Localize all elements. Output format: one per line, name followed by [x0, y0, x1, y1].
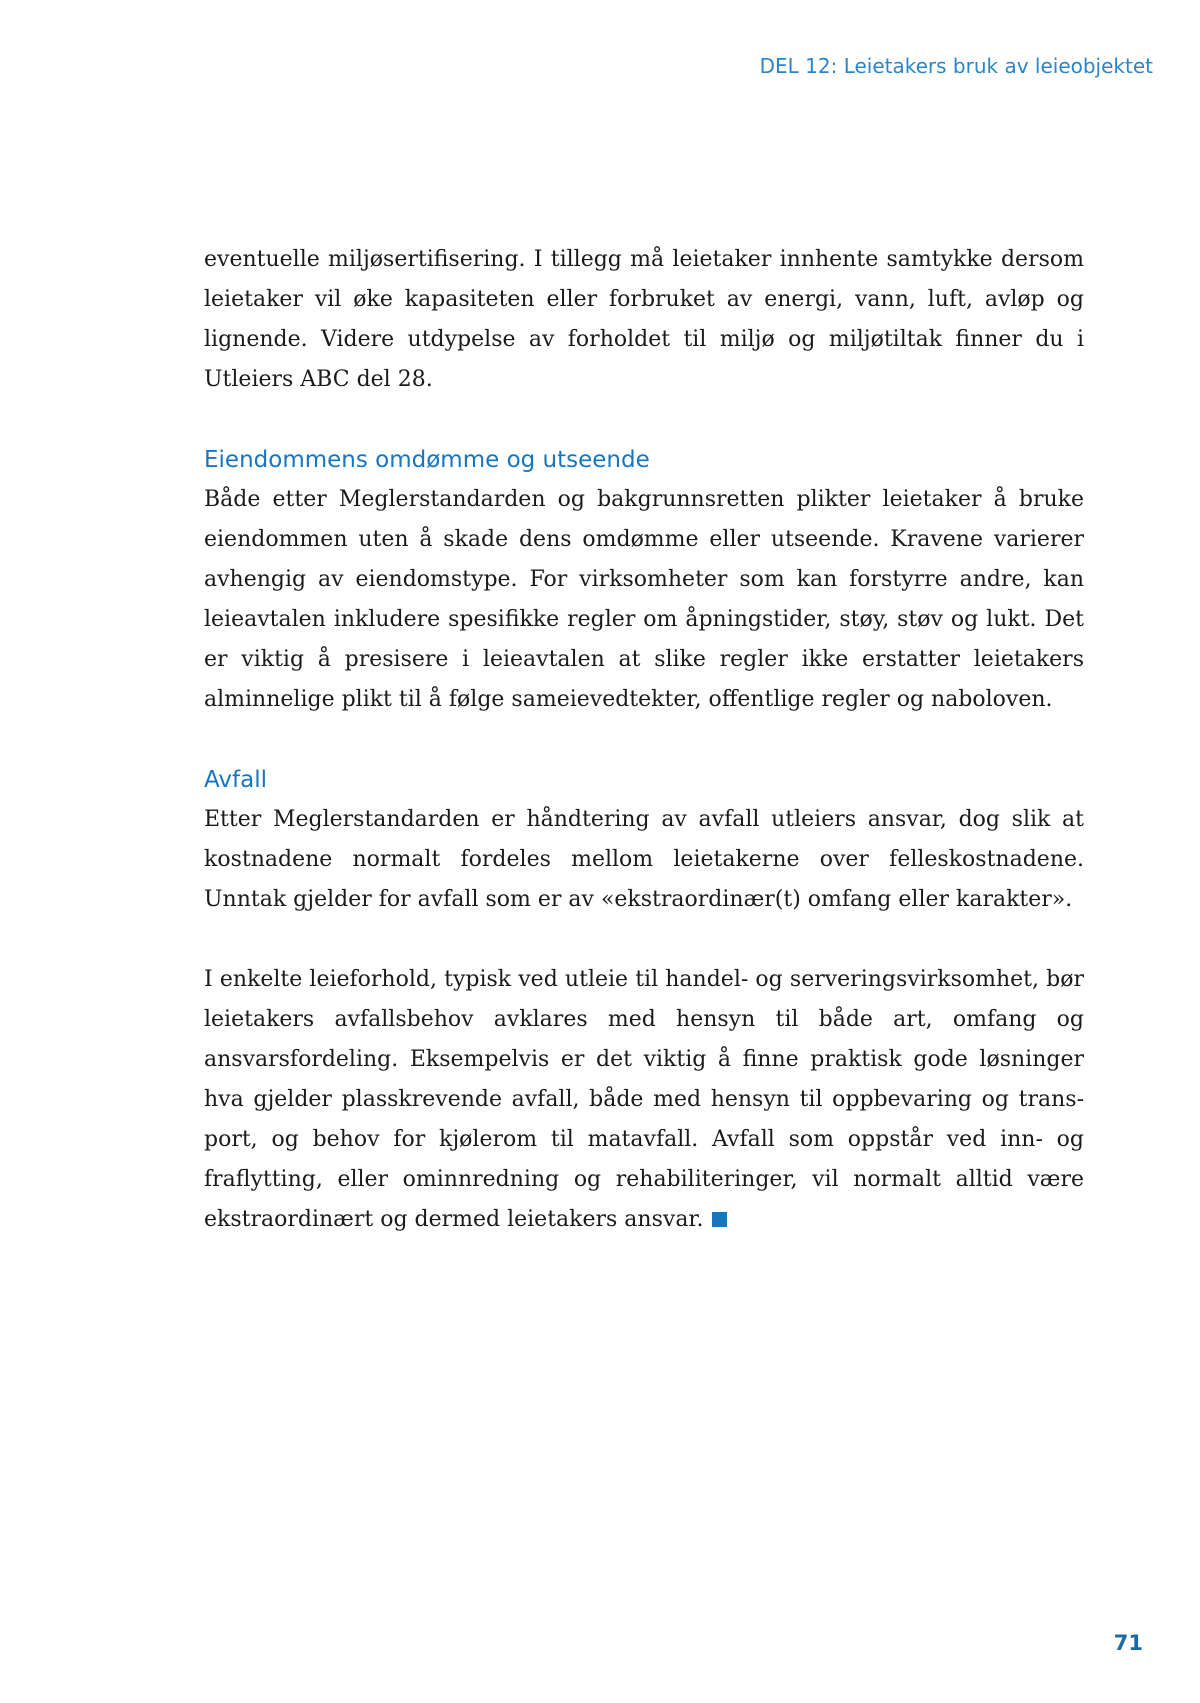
running-header: DEL 12: Leietakers bruk av leieobjektet [759, 54, 1153, 78]
avfall-paragraph-2-text: I enkelte leieforhold, typisk ved utleie til handel- og serveringsvirksomhet, bør leietakers avfallsbehov avklares med hensyn til både art, omfang og ansvarsfordeling. Eksempelvis er det viktig å finne praktisk gode løsninger hva gjelder plasskrevende avfall, både med hensyn til oppbevaring og transport, og behov for kjølerom til matavfall. Avfall som oppstår ved inn- og fraflytting, eller ominnredning og rehabiliteringer, vil normalt alltid være ekstraordinært og dermed leietakers ansvar. [204, 967, 1084, 1232]
page-number: 71 [1113, 1631, 1143, 1655]
paragraph-spacer [204, 920, 1084, 960]
section-spacer [204, 400, 1084, 440]
document-body [204, 240, 1084, 1240]
avfall-paragraph-2 [204, 960, 1084, 1240]
end-of-article-square-icon [712, 1212, 727, 1227]
intro-paragraph: eventuelle miljøsertifisering. I tillegg må leietaker innhente samtykke dersom leietaker vil øke kapasiteten eller forbruket av energi, vann, luft, avløp og lignende. Videre utdypelse av forholdet til miljø og miljøtiltak finner du i Utleiers ABC del 28. [204, 247, 1084, 392]
avfall-paragraph-1: Etter Meglerstandarden er håndtering av avfall utleiers ansvar, dog slik at kostnadene normalt fordeles mellom leietakerne over felleskostnadene. Unntak gjelder for avfall som er av «ekstraordinær(t) omfang eller karakter». [204, 807, 1084, 912]
section-heading-avfall: Avfall [204, 767, 267, 793]
section-spacer [204, 720, 1084, 760]
omdomme-paragraph: Både etter Meglerstandarden og bakgrunnsretten plikter leietaker å bruke eiendommen uten å skade dens omdømme eller utseende. Kravene varierer avhengig av eiendomstype. For virksomheter som kan forstyrre andre, kan leieavtalen inkludere spesifikke regler om åpningstider, støy, støv og lukt. Det er viktig å presisere i leieavtalen at slike regler ikke erstatter leietakers alminnelige plikt til å følge sameievedtekter, offentlige regler og naboloven. [204, 487, 1084, 712]
section-heading-omdomme: Eiendommens omdømme og utseende [204, 447, 650, 473]
